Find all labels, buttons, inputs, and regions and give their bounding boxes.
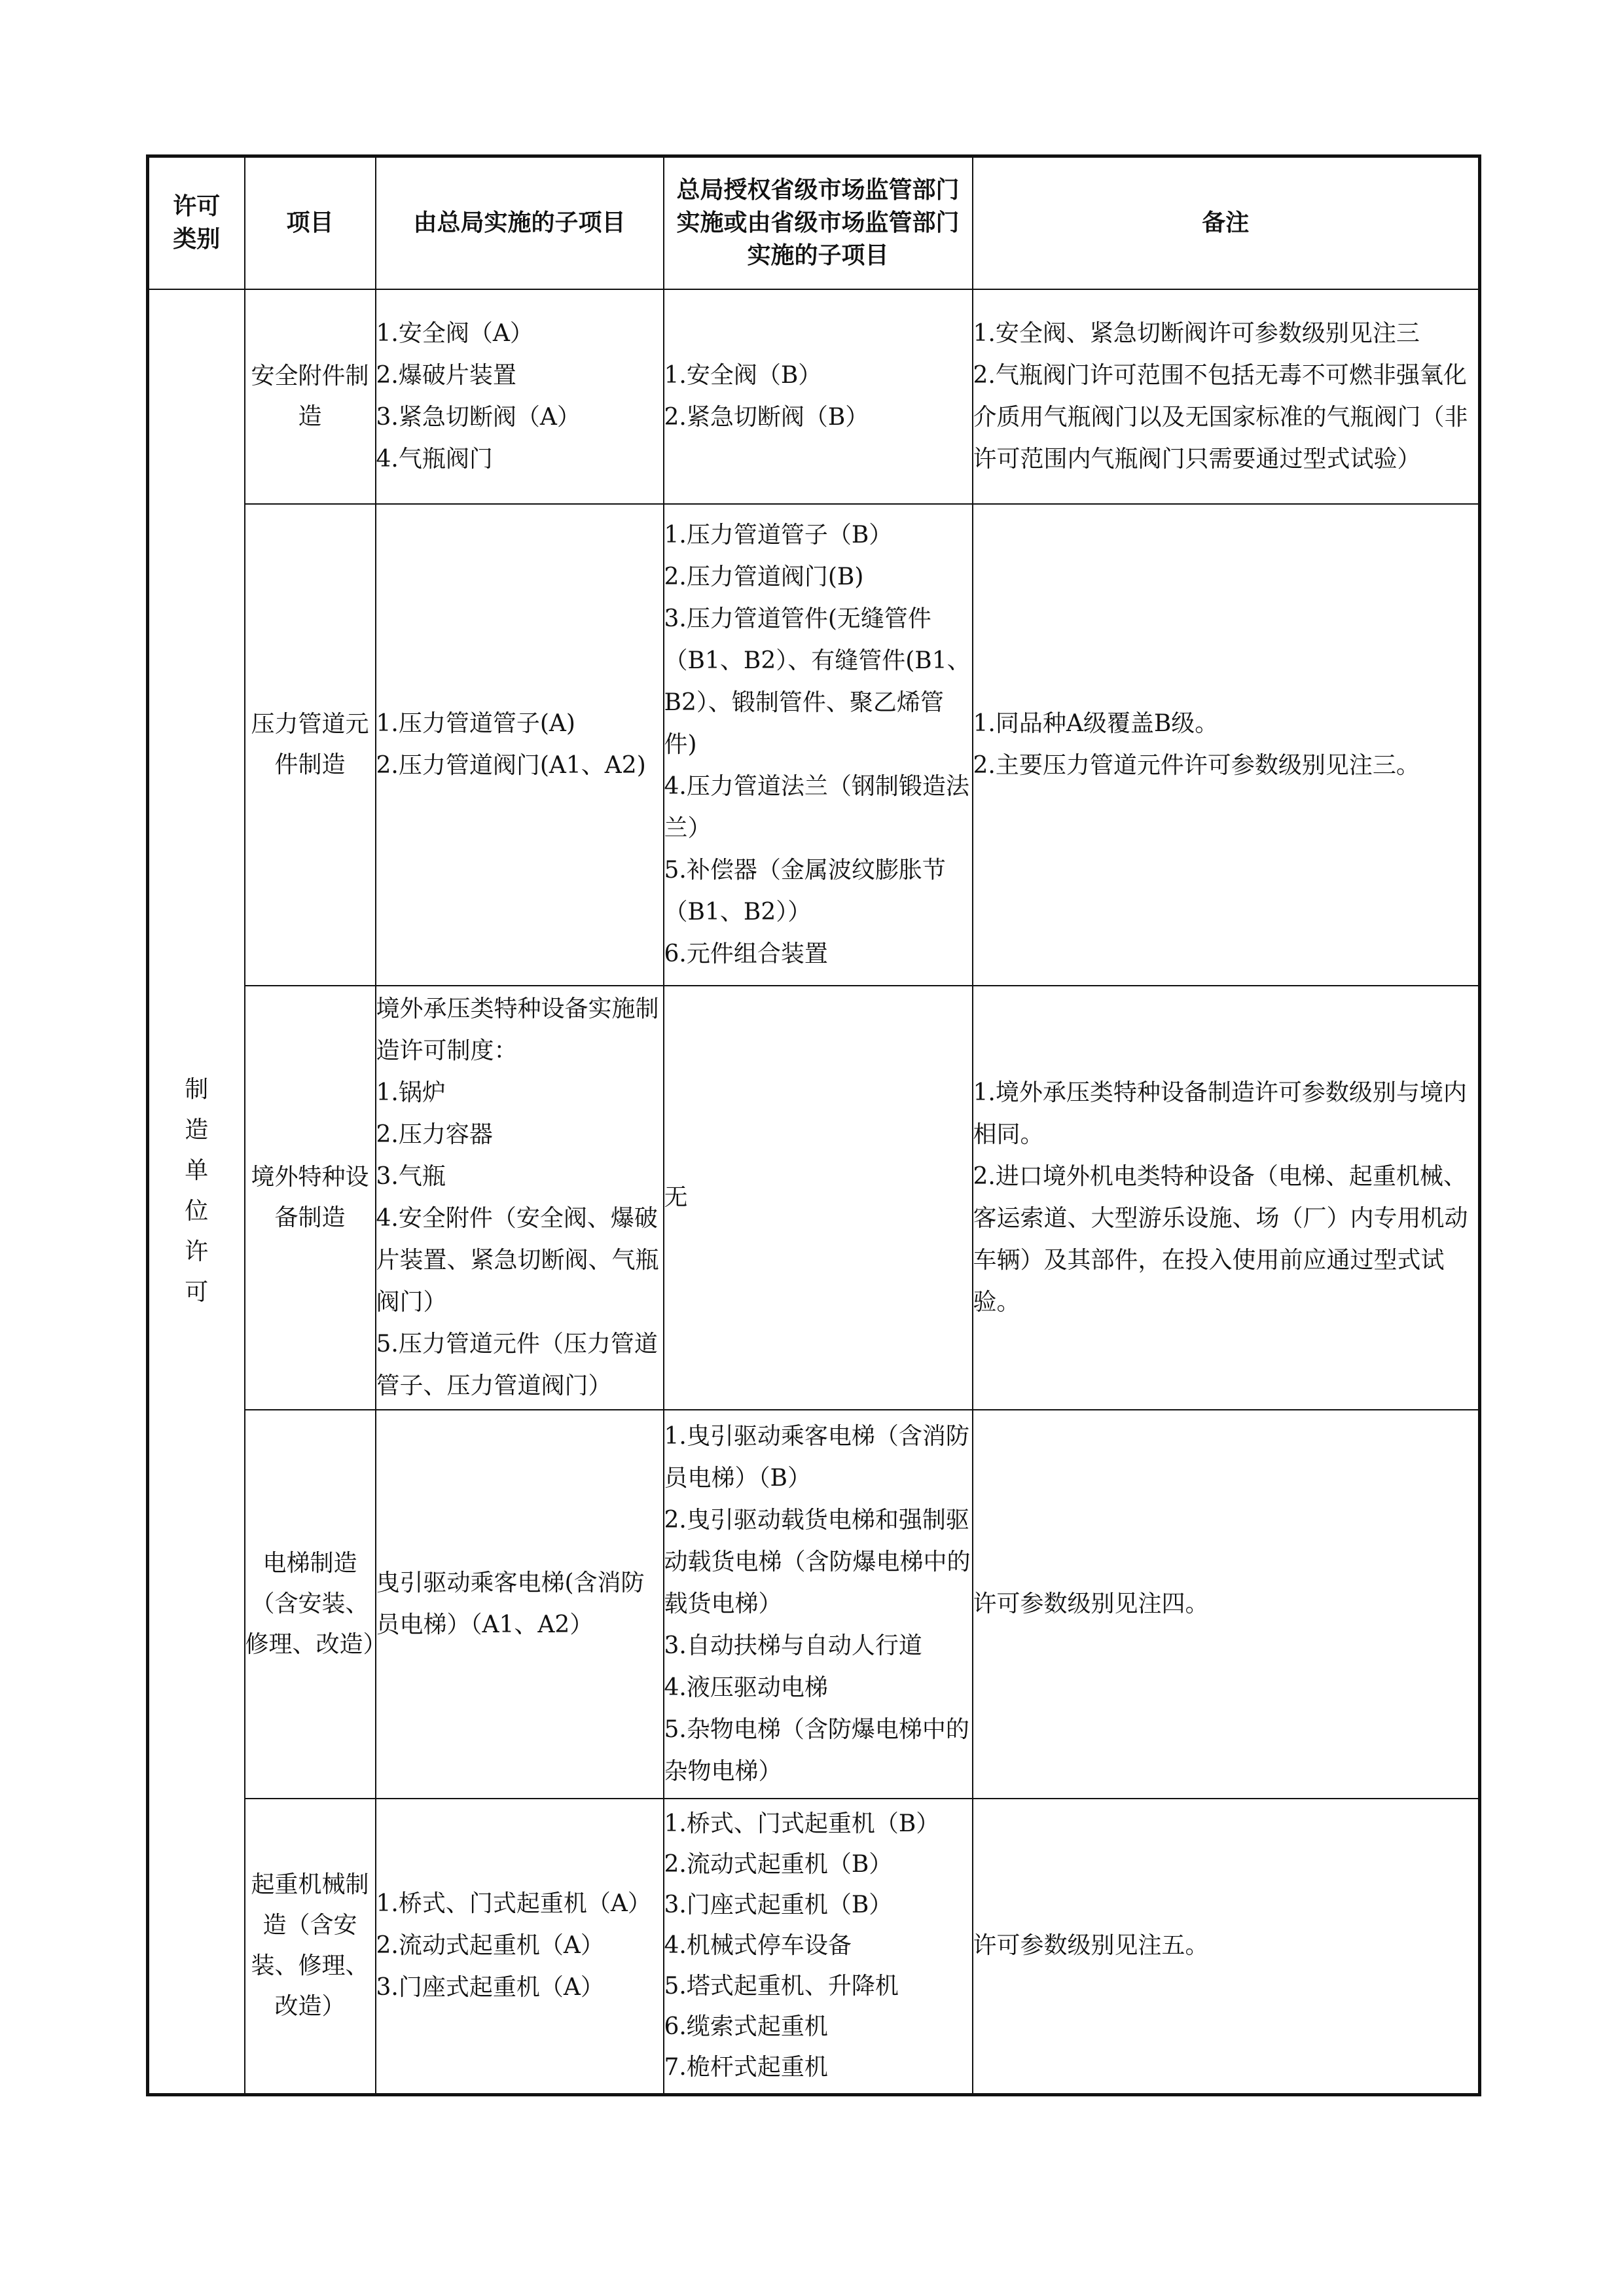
central-cell: [376, 504, 664, 986]
provincial-cell: [664, 504, 973, 986]
header-remarks: 备注: [973, 156, 1480, 290]
remark-item: 2.气瓶阀门许可范围不包括无毒不可燃非强氧化介质用气瓶阀门以及无国家标准的气瓶阀门（非许可范围内气瓶阀门只需要通过型式试验）: [973, 362, 1468, 473]
remarks-cell: [973, 504, 1480, 986]
provincial-cell: [664, 289, 973, 504]
list-item: 1.安全阀（B）: [664, 362, 822, 389]
list-item: 3.气瓶: [376, 1163, 446, 1190]
list-item: 5.压力管道元件（压力管道管子、压力管道阀门）: [376, 1331, 658, 1399]
remark-item: 1.境外承压类特种设备制造许可参数级别与境内相同。: [973, 1079, 1467, 1148]
table-row: [148, 1799, 1480, 2094]
list-item: 2.爆破片装置: [376, 362, 516, 389]
remarks-cell: [973, 1799, 1480, 2094]
table-row: [148, 1410, 1480, 1799]
provincial-cell: [664, 1799, 973, 2094]
list-item: 3.门座式起重机（B）: [664, 1892, 893, 1919]
list-item: 7.桅杆式起重机: [664, 2054, 828, 2081]
list-item: 6.缆索式起重机: [664, 2013, 828, 2041]
remarks-cell: [973, 986, 1480, 1410]
list-item: 1.锅炉: [376, 1079, 446, 1106]
category-cell: [148, 289, 245, 2094]
list-item: 5.杂物电梯（含防爆电梯中的杂物电梯）: [664, 1716, 969, 1785]
list-item: 1.压力管道管子(A): [376, 710, 575, 737]
list-item: 1.安全阀（A）: [376, 320, 533, 347]
project-cell: 境外特种设备制造: [245, 986, 376, 1410]
provincial-cell: [664, 1410, 973, 1799]
list-item: 4.液压驱动电梯: [664, 1674, 828, 1701]
project-cell: 安全附件制造: [245, 289, 376, 504]
table-row: [148, 986, 1480, 1410]
list-item: 2.压力管道阀门(A1、A2): [376, 752, 646, 779]
central-cell: [376, 1799, 664, 2094]
remark-item: 1.安全阀、紧急切断阀许可参数级别见注三: [973, 320, 1420, 347]
list-item: 2.流动式起重机（B）: [664, 1851, 893, 1878]
list-item: 无: [664, 1184, 688, 1211]
list-item: 3.压力管道管件(无缝管件（B1、B2）、有缝管件(B1、B2）、锻制管件、聚乙烯管件): [664, 605, 971, 758]
list-item: 4.安全附件（安全阀、爆破片装置、紧急切断阀、气瓶阀门）: [376, 1205, 659, 1316]
list-item: 5.补偿器（金属波纹膨胀节（B1、B2））: [664, 857, 946, 925]
list-item: 1.曳引驱动乘客电梯（含消防员电梯）（B）: [664, 1423, 969, 1492]
remark-item: 许可参数级别见注五。: [973, 1932, 1209, 1960]
list-item: 3.门座式起重机（A）: [376, 1974, 604, 2001]
header-provincial: 总局授权省级市场监管部门实施或由省级市场监管部门实施的子项目: [664, 156, 973, 290]
central-cell: [376, 289, 664, 504]
list-item: 曳引驱动乘客电梯(含消防员电梯）（A1、A2）: [376, 1570, 645, 1638]
project-cell: 压力管道元件制造: [245, 504, 376, 986]
central-cell: [376, 986, 664, 1410]
central-cell: [376, 1410, 664, 1799]
header-project: 项目: [245, 156, 376, 290]
list-item: 1.桥式、门式起重机（A）: [376, 1890, 651, 1918]
header-category: 许可类别: [148, 156, 245, 290]
list-item: 2.紧急切断阀（B）: [664, 404, 869, 431]
table-row: [148, 504, 1480, 986]
remarks-cell: [973, 289, 1480, 504]
list-item: 2.压力管道阀门(B): [664, 564, 864, 590]
remark-item: 许可参数级别见注四。: [973, 1590, 1209, 1617]
list-item: 2.压力容器: [376, 1121, 493, 1148]
list-item: 境外承压类特种设备实施制造许可制度：: [376, 996, 659, 1064]
list-item: 1.压力管道管子（B）: [664, 522, 893, 548]
remark-item: 1.同品种A级覆盖B级。: [973, 710, 1219, 737]
project-cell: 起重机械制造（含安装、修理、改造）: [245, 1799, 376, 2094]
list-item: 6.元件组合装置: [664, 941, 828, 967]
list-item: 5.塔式起重机、升降机: [664, 1973, 899, 2000]
permit-table: [146, 154, 1481, 2096]
category-label: 制造单位许可: [185, 1076, 209, 1306]
remark-item: 2.进口境外机电类特种设备（电梯、起重机械、客运索道、大型游乐设施、场（厂）内专用机动车辆）及其部件，在投入使用前应通过型式试验。: [973, 1163, 1468, 1316]
list-item: 3.紧急切断阀（A）: [376, 404, 581, 431]
provincial-cell: [664, 986, 973, 1410]
list-item: 1.桥式、门式起重机（B）: [664, 1810, 940, 1838]
list-item: 4.压力管道法兰（钢制锻造法兰）: [664, 773, 969, 842]
list-item: 4.气瓶阀门: [376, 446, 493, 473]
table-row: [148, 289, 1480, 504]
project-cell: 电梯制造（含安装、修理、改造）: [245, 1410, 376, 1799]
list-item: 2.流动式起重机（A）: [376, 1932, 604, 1960]
header-central: 由总局实施的子项目: [376, 156, 664, 290]
remarks-cell: [973, 1410, 1480, 1799]
list-item: 3.自动扶梯与自动人行道: [664, 1632, 922, 1659]
table-header-row: [148, 156, 1480, 290]
list-item: 2.曳引驱动载货电梯和强制驱动载货电梯（含防爆电梯中的载货电梯）: [664, 1507, 971, 1617]
list-item: 4.机械式停车设备: [664, 1932, 852, 1960]
remark-item: 2.主要压力管道元件许可参数级别见注三。: [973, 752, 1420, 779]
